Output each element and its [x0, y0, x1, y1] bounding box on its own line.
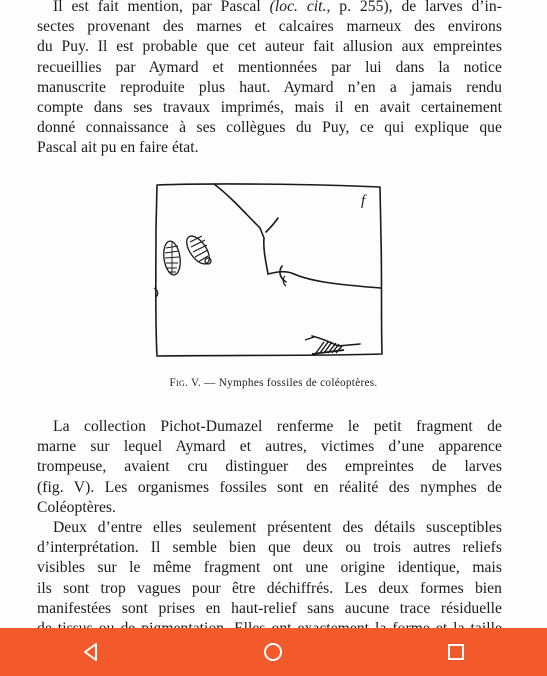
recents-icon [446, 642, 466, 662]
text-line [37, 0, 502, 17]
nymph-fossil-1 [162, 240, 183, 276]
home-icon [262, 641, 284, 663]
text-fragment: , p. 255), de larves d’in- [326, 0, 503, 15]
caption-text: Nymphes fossiles de coléoptères. [218, 377, 378, 389]
nymph-fossil-2 [182, 232, 213, 267]
home-button[interactable] [243, 628, 303, 676]
text-line: marne sur lequel Aymard et autres, victimes d’une apparence [37, 438, 502, 456]
paragraph-1 [37, 0, 502, 159]
text-fragment: Il est fait mention, par Pascal [53, 0, 270, 15]
text-line: Pascal ait pu en faire état. [37, 139, 199, 157]
text-line: recueillies par Aymard et mentionnées par lui dans la notice [37, 58, 502, 76]
back-button[interactable] [61, 628, 121, 676]
fragment-outline [156, 184, 382, 356]
fragment-crack [214, 184, 268, 274]
fossil-figure [152, 178, 388, 364]
text-line: donné connaissance à ses collègues du Puy, ce qui explique que [37, 119, 502, 137]
text-line: Deux d’entre elles seulement présentent des détails susceptibles [53, 519, 502, 536]
fragment-crack [266, 218, 278, 232]
paragraph-3 [37, 518, 502, 639]
text-line: visibles sur le même fragment ont une origine identique, mais [37, 559, 502, 577]
text-line: du Puy. Il est probable que cet auteur fait allusion aux empreintes [37, 38, 502, 56]
figure-number: Fig. V. [169, 377, 202, 389]
text-line: sectes provenant des marnes et calcaires marneux des environs [37, 18, 502, 36]
text-line: ils sont trop vagues pour être déchiffrés. Les deux formes bien [37, 579, 502, 597]
figure-letter: f [361, 193, 366, 209]
text-line: d’interprétation. Il semble bien que deux ou trois autres reliefs [37, 539, 502, 557]
text-line: Coléoptères. [37, 498, 116, 516]
hatched-patch [312, 342, 344, 354]
text-line: manifestées sont prises en haut-relief sans aucune trace résiduelle [37, 599, 502, 617]
back-icon [81, 642, 101, 662]
android-navigation-bar [0, 628, 547, 676]
recents-button[interactable] [426, 628, 486, 676]
text-line: manuscrite reproduite plus haut. Aymard n’en a jamais rendu [37, 78, 502, 96]
paragraph-2 [37, 417, 502, 518]
text-line: trompeuse, avaient cru distinguer des empreintes de larves [37, 458, 502, 476]
small-mark [305, 337, 314, 340]
fragment-crack [312, 336, 360, 346]
caption-dash: — [201, 377, 219, 389]
text-line: compte dans ses travaux imprimés, mais il en avait certainement [37, 99, 502, 117]
figure-caption [0, 377, 547, 389]
italic-citation: (loc. cit. [269, 0, 327, 15]
text-line: La collection Pichot-Dumazel renferme le petit fragment de [53, 418, 502, 435]
text-line: (fig. V). Les organismes fossiles sont en réalité des nymphes de [37, 478, 502, 496]
